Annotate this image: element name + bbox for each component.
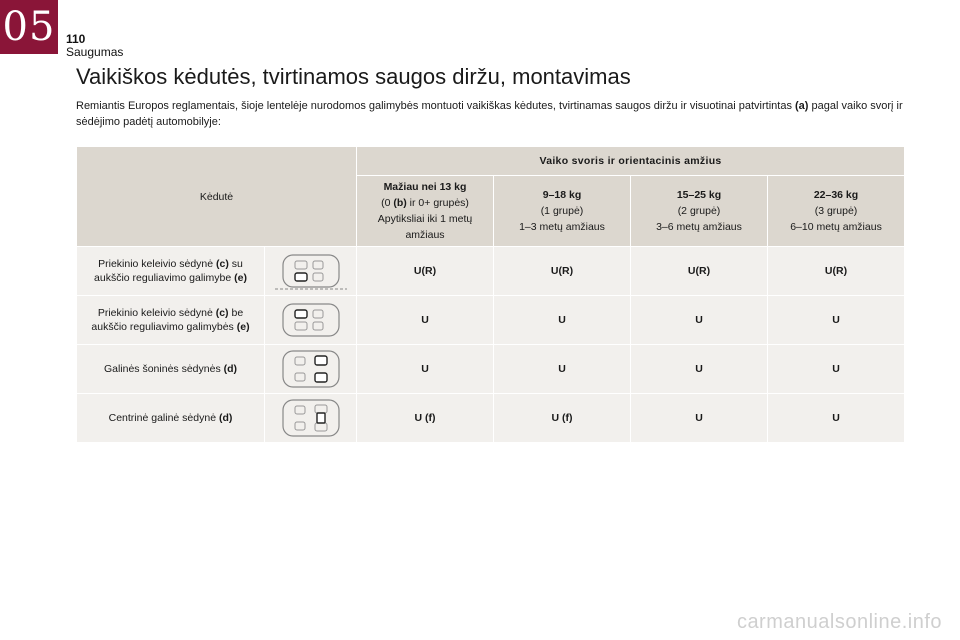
seat-label: Centrinė galinė sėdynė (d) xyxy=(77,394,265,443)
compat-value: U xyxy=(357,296,494,345)
intro-paragraph xyxy=(76,98,906,130)
group-name: (2 grupė) xyxy=(677,205,721,217)
compat-value: U xyxy=(357,345,494,394)
compat-value: U (f) xyxy=(357,394,494,443)
group-line1-b: ir 0+ grupės) xyxy=(406,197,469,209)
seat-icon-cell xyxy=(265,247,357,296)
group-age: Apytiksliai iki 1 metų amžiaus xyxy=(377,213,473,241)
compat-value: U(R) xyxy=(494,247,631,296)
group-header-1 xyxy=(494,176,631,247)
group-header-3 xyxy=(768,176,905,247)
seat-label: Priekinio keleivio sėdynė (c) be aukščio reguliavimo galimybės (e) xyxy=(77,296,265,345)
page-title: Vaikiškos kėdutės, tvirtinamos saugos diržu, montavimas xyxy=(76,64,631,89)
section-name: Saugumas xyxy=(66,45,124,59)
watermark: carmanualsonline.info xyxy=(736,611,942,633)
group-weight: 9–18 kg xyxy=(542,189,582,201)
group-age: 6–10 metų amžiaus xyxy=(790,221,882,233)
seat-icon-cell xyxy=(265,345,357,394)
child-seat-table xyxy=(76,146,905,443)
table-row xyxy=(77,296,905,345)
group-line1-ref: (b) xyxy=(393,197,407,209)
car-top-view-front-seat-icon xyxy=(271,249,351,293)
group-age: 3–6 metų amžiaus xyxy=(656,221,742,233)
group-age: 1–3 metų amžiaus xyxy=(519,221,605,233)
chapter-tab xyxy=(0,0,58,54)
intro-text-2: pagal vaiko svorį ir sėdėjimo padėtį automobilyje: xyxy=(76,100,903,128)
compat-value: U xyxy=(494,296,631,345)
compat-value: U xyxy=(631,345,768,394)
table-row xyxy=(77,345,905,394)
car-top-view-rear-side-seats-icon xyxy=(271,347,351,391)
compat-value: U (f) xyxy=(494,394,631,443)
weight-column-header: Vaiko svoris ir orientacinis amžius xyxy=(357,147,905,176)
table-row xyxy=(77,394,905,443)
car-top-view-front-seat-icon xyxy=(271,298,351,342)
compat-value: U(R) xyxy=(768,247,905,296)
table-row xyxy=(77,247,905,296)
group-weight: 22–36 kg xyxy=(813,189,859,201)
compat-value: U(R) xyxy=(357,247,494,296)
seat-label: Galinės šoninės sėdynės (d) xyxy=(77,345,265,394)
seat-icon-cell xyxy=(265,394,357,443)
intro-text: Remiantis Europos reglamentais, šioje lentelėje nurodomos galimybės montuoti vaikiškas kėdutes, tvirtinamas saugos diržu ir visuotinai patvirtintas xyxy=(76,100,792,112)
page-number: 110 xyxy=(66,32,86,46)
compat-value: U xyxy=(631,394,768,443)
group-name: (1 grupė) xyxy=(540,205,584,217)
group-name: (3 grupė) xyxy=(814,205,858,217)
seat-icon-cell xyxy=(265,296,357,345)
compat-value: U xyxy=(631,296,768,345)
group-header-2 xyxy=(631,176,768,247)
group-line1-a: (0 xyxy=(381,197,394,209)
car-top-view-rear-center-seat-icon xyxy=(271,396,351,440)
intro-ref: (a) xyxy=(795,100,809,112)
group-weight: Mažiau nei 13 kg xyxy=(383,181,467,193)
compat-value: U xyxy=(768,296,905,345)
compat-value: U xyxy=(768,394,905,443)
seat-label: Priekinio keleivio sėdynė (c) su aukščio reguliavimo galimybe (e) xyxy=(77,247,265,296)
group-header-0 xyxy=(357,176,494,247)
group-weight: 15–25 kg xyxy=(676,189,722,201)
compat-value: U xyxy=(768,345,905,394)
seat-column-header: Kėdutė xyxy=(77,147,357,247)
compat-value: U(R) xyxy=(631,247,768,296)
chapter-number: 05 xyxy=(2,4,56,50)
compat-value: U xyxy=(494,345,631,394)
